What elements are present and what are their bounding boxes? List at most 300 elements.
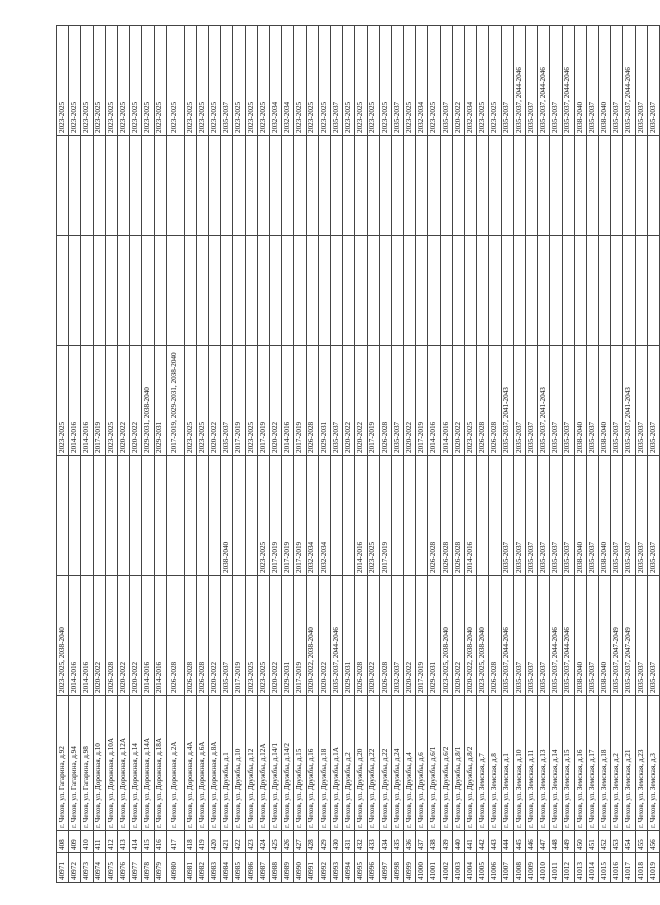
cell-num: 440 — [452, 831, 464, 853]
cell-c: 2026-2028 — [379, 346, 391, 456]
cell-num: 431 — [343, 831, 355, 853]
cell-num: 452 — [599, 831, 611, 853]
cell-addr: г. Чехов, ул. Дорожная, д.8А — [209, 696, 221, 831]
cell-d — [489, 236, 501, 346]
cell-c: 2020-2022 — [355, 346, 367, 456]
cell-d — [574, 236, 586, 346]
cell-b — [477, 456, 489, 576]
cell-b: 2035-2037 — [550, 456, 562, 576]
cell-a: 2038-2040 — [599, 576, 611, 696]
cell-e — [513, 136, 525, 236]
cell-b — [117, 456, 129, 576]
cell-addr: г. Чехов, ул. Дружбы, д.12А — [257, 696, 269, 831]
table-row — [130, 26, 142, 883]
cell-addr: г. Чехов, ул. Земская, д.16 — [574, 696, 586, 831]
cell-a: 2035-2037 — [538, 576, 550, 696]
cell-id: 40972 — [69, 853, 81, 883]
cell-f: 2023-2025 — [130, 26, 142, 136]
cell-e — [355, 136, 367, 236]
cell-b: 2017-2019 — [294, 456, 306, 576]
cell-a: 2023-2025, 2038-2040 — [440, 576, 452, 696]
cell-f: 2023-2025 — [233, 26, 245, 136]
cell-c: 2014-2016 — [69, 346, 81, 456]
cell-d — [142, 236, 154, 346]
table-row — [57, 26, 69, 883]
cell-a: 2029-2031 — [343, 576, 355, 696]
cell-f: 2035-2037, 2044-2046 — [513, 26, 525, 136]
cell-f: 2023-2025 — [209, 26, 221, 136]
cell-e — [270, 136, 282, 236]
cell-addr: г. Чехов, ул. Дорожная, д.12А — [117, 696, 129, 831]
cell-b — [416, 456, 428, 576]
cell-d — [538, 236, 550, 346]
cell-d — [209, 236, 221, 346]
cell-f: 2023-2025 — [477, 26, 489, 136]
cell-c: 2023-2025 — [57, 346, 69, 456]
cell-num: 416 — [154, 831, 166, 853]
cell-c: 2038-2040 — [599, 346, 611, 456]
cell-a: 2020-2022 — [93, 576, 105, 696]
cell-e — [57, 136, 69, 236]
cell-b: 2035-2037 — [586, 456, 598, 576]
cell-a: 2017-2019 — [294, 576, 306, 696]
table-row — [166, 26, 184, 883]
cell-f: 2023-2025 — [117, 26, 129, 136]
cell-c: 2026-2028 — [306, 346, 318, 456]
cell-f: 2035-2037 — [440, 26, 452, 136]
table-row — [586, 26, 598, 883]
cell-id: 41011 — [550, 853, 562, 883]
table-row — [379, 26, 391, 883]
cell-f: 2032-2034 — [465, 26, 477, 136]
cell-id: 40990 — [294, 853, 306, 883]
cell-id: 40991 — [306, 853, 318, 883]
cell-addr: г. Чехов, ул. Земская, д.15 — [562, 696, 574, 831]
table-row — [184, 26, 196, 883]
cell-c: 2017-2019 — [93, 346, 105, 456]
cell-a: 2023-2025, 2038-2040 — [57, 576, 69, 696]
cell-id: 41013 — [574, 853, 586, 883]
cell-e — [391, 136, 403, 236]
cell-num: 432 — [355, 831, 367, 853]
cell-c: 2023-2025 — [105, 346, 117, 456]
cell-e — [538, 136, 550, 236]
cell-num: 414 — [130, 831, 142, 853]
cell-d — [404, 236, 416, 346]
cell-id: 41018 — [635, 853, 647, 883]
table-row — [477, 26, 489, 883]
cell-b: 2014-2016 — [465, 456, 477, 576]
cell-b — [391, 456, 403, 576]
cell-d — [330, 236, 342, 346]
cell-f: 2023-2025 — [318, 26, 330, 136]
cell-num: 410 — [81, 831, 93, 853]
cell-c: 2023-2025 — [245, 346, 257, 456]
cell-f: 2023-2025 — [367, 26, 379, 136]
cell-b — [57, 456, 69, 576]
cell-b: 2017-2019 — [379, 456, 391, 576]
cell-c: 2035-2037, 2041-2043 — [623, 346, 635, 456]
table-row — [154, 26, 166, 883]
cell-b: 2035-2037 — [513, 456, 525, 576]
cell-d — [166, 236, 184, 346]
table-row — [270, 26, 282, 883]
cell-c: 2017-2019, 2029-2031, 2038-2040 — [166, 346, 184, 456]
cell-addr: г. Чехов, ул. Гагарина, д.98 — [81, 696, 93, 831]
cell-c: 2026-2028 — [489, 346, 501, 456]
cell-num: 437 — [416, 831, 428, 853]
cell-d — [355, 236, 367, 346]
cell-id: 40984 — [221, 853, 233, 883]
cell-d — [562, 236, 574, 346]
cell-b — [105, 456, 117, 576]
table-row — [81, 26, 93, 883]
cell-b: 2035-2037 — [562, 456, 574, 576]
cell-a: 2035-2037, 2044-2046 — [501, 576, 513, 696]
cell-b: 2014-2016 — [355, 456, 367, 576]
cell-id: 41001 — [428, 853, 440, 883]
cell-addr: г. Чехов, ул. Дружбы, д.10 — [233, 696, 245, 831]
cell-c: 2035-2037, 2041-2043 — [501, 346, 513, 456]
table-row — [294, 26, 306, 883]
cell-e — [294, 136, 306, 236]
table-row — [330, 26, 342, 883]
cell-c: 2023-2025 — [465, 346, 477, 456]
cell-d — [196, 236, 208, 346]
cell-c: 2017-2019 — [416, 346, 428, 456]
cell-num: 425 — [270, 831, 282, 853]
cell-id: 40980 — [166, 853, 184, 883]
table-row — [513, 26, 525, 883]
cell-a: 2035-2037 — [635, 576, 647, 696]
table-row — [465, 26, 477, 883]
table-row — [611, 26, 623, 883]
cell-b — [154, 456, 166, 576]
table-row — [562, 26, 574, 883]
cell-c: 2017-2019 — [257, 346, 269, 456]
cell-num: 451 — [586, 831, 598, 853]
cell-e — [525, 136, 537, 236]
table-row — [117, 26, 129, 883]
table-row — [196, 26, 208, 883]
cell-num: 429 — [318, 831, 330, 853]
cell-d — [525, 236, 537, 346]
cell-c: 2035-2037 — [586, 346, 598, 456]
table-body — [57, 26, 660, 883]
cell-num: 448 — [550, 831, 562, 853]
cell-c: 2014-2016 — [81, 346, 93, 456]
cell-d — [647, 236, 659, 346]
cell-c: 2035-2037 — [611, 346, 623, 456]
cell-c: 2035-2037 — [647, 346, 659, 456]
cell-c: 2020-2022 — [404, 346, 416, 456]
cell-num: 426 — [282, 831, 294, 853]
cell-id: 40996 — [367, 853, 379, 883]
cell-addr: г. Чехов, ул. Земская, д.14 — [550, 696, 562, 831]
cell-d — [416, 236, 428, 346]
cell-addr: г. Чехов, ул. Дружбы, д.12 — [245, 696, 257, 831]
cell-addr: г. Чехов, ул. Дорожная, д.14 — [130, 696, 142, 831]
cell-f: 2035-2037 — [501, 26, 513, 136]
table-row — [93, 26, 105, 883]
cell-addr: г. Чехов, ул. Дорожная, д.6А — [196, 696, 208, 831]
cell-e — [330, 136, 342, 236]
cell-addr: г. Чехов, ул. Земская, д.8 — [489, 696, 501, 831]
cell-d — [379, 236, 391, 346]
cell-a: 2023-2025 — [245, 576, 257, 696]
cell-num: 439 — [440, 831, 452, 853]
cell-id: 41019 — [647, 853, 659, 883]
cell-e — [465, 136, 477, 236]
cell-id: 41015 — [599, 853, 611, 883]
cell-c: 2035-2037 — [391, 346, 403, 456]
cell-id: 40981 — [184, 853, 196, 883]
cell-addr: г. Чехов, ул. Дружбы, д.4 — [404, 696, 416, 831]
cell-c: 2035-2037 — [221, 346, 233, 456]
cell-b — [343, 456, 355, 576]
cell-id: 41006 — [489, 853, 501, 883]
cell-d — [318, 236, 330, 346]
cell-d — [184, 236, 196, 346]
cell-d — [233, 236, 245, 346]
cell-num: 408 — [57, 831, 69, 853]
table-row — [416, 26, 428, 883]
cell-addr: г. Чехов, ул. Земская, д.13 — [538, 696, 550, 831]
cell-addr: г. Чехов, ул. Дружбы, д.8/1 — [452, 696, 464, 831]
cell-id: 40987 — [257, 853, 269, 883]
cell-id: 40997 — [379, 853, 391, 883]
cell-num: 446 — [525, 831, 537, 853]
cell-f: 2023-2025 — [245, 26, 257, 136]
cell-b — [233, 456, 245, 576]
cell-a: 2035-2037, 2044-2046 — [330, 576, 342, 696]
cell-a: 2020-2022 — [452, 576, 464, 696]
table-row — [367, 26, 379, 883]
capital-repair-schedule-table — [56, 25, 660, 883]
cell-a: 2026-2028 — [355, 576, 367, 696]
cell-num: 456 — [647, 831, 659, 853]
cell-id: 41014 — [586, 853, 598, 883]
cell-num: 430 — [330, 831, 342, 853]
cell-id: 40988 — [270, 853, 282, 883]
cell-c: 2035-2037 — [635, 346, 647, 456]
cell-d — [245, 236, 257, 346]
cell-d — [221, 236, 233, 346]
cell-c: 2017-2019 — [233, 346, 245, 456]
cell-num: 418 — [184, 831, 196, 853]
cell-e — [343, 136, 355, 236]
cell-a: 2035-2037 — [513, 576, 525, 696]
cell-num: 444 — [501, 831, 513, 853]
cell-a: 2035-2037, 2044-2046 — [550, 576, 562, 696]
cell-num: 411 — [93, 831, 105, 853]
cell-e — [233, 136, 245, 236]
cell-f: 2032-2034 — [416, 26, 428, 136]
cell-b: 2023-2025 — [257, 456, 269, 576]
cell-e — [635, 136, 647, 236]
cell-c: 2020-2022 — [117, 346, 129, 456]
table-row — [233, 26, 245, 883]
table-row — [318, 26, 330, 883]
table-row — [221, 26, 233, 883]
cell-addr: г. Чехов, ул. Дружбы, д.8/2 — [465, 696, 477, 831]
cell-f: 2035-2037 — [611, 26, 623, 136]
cell-addr: г. Чехов, ул. Дорожная, д.2А — [166, 696, 184, 831]
cell-e — [367, 136, 379, 236]
cell-b: 2038-2040 — [221, 456, 233, 576]
table-row — [489, 26, 501, 883]
cell-id: 40986 — [245, 853, 257, 883]
cell-f: 2023-2025 — [69, 26, 81, 136]
cell-addr: г. Чехов, ул. Дружбы, д.22 — [367, 696, 379, 831]
cell-c: 2020-2022 — [130, 346, 142, 456]
cell-f: 2020-2022 — [452, 26, 464, 136]
cell-d — [391, 236, 403, 346]
cell-b — [93, 456, 105, 576]
cell-e — [379, 136, 391, 236]
cell-a: 2020-2022 — [318, 576, 330, 696]
cell-num: 433 — [367, 831, 379, 853]
cell-id: 40979 — [154, 853, 166, 883]
cell-f: 2023-2025 — [57, 26, 69, 136]
cell-d — [105, 236, 117, 346]
table-row — [635, 26, 647, 883]
cell-f: 2023-2025 — [306, 26, 318, 136]
cell-d — [130, 236, 142, 346]
cell-b — [196, 456, 208, 576]
cell-a: 2020-2022 — [404, 576, 416, 696]
cell-addr: г. Чехов, ул. Гагарина, д.92 — [57, 696, 69, 831]
cell-addr: г. Чехов, ул. Дружбы, д.2 — [343, 696, 355, 831]
cell-d — [452, 236, 464, 346]
cell-addr: г. Чехов, ул. Дружбы, д.15 — [294, 696, 306, 831]
cell-e — [318, 136, 330, 236]
cell-addr: г. Чехов, ул. Дружбы, д.1 — [221, 696, 233, 831]
cell-a: 2026-2028 — [184, 576, 196, 696]
cell-addr: г. Чехов, ул. Дорожная, д.14А — [142, 696, 154, 831]
table-row — [623, 26, 635, 883]
table-row — [428, 26, 440, 883]
cell-addr: г. Чехов, ул. Дружбы, д.14/1 — [270, 696, 282, 831]
cell-b: 2017-2019 — [282, 456, 294, 576]
cell-a: 2020-2022 — [270, 576, 282, 696]
cell-b — [166, 456, 184, 576]
cell-addr: г. Чехов, ул. Земская, д.7 — [477, 696, 489, 831]
table-row — [105, 26, 117, 883]
cell-id: 41009 — [525, 853, 537, 883]
cell-d — [306, 236, 318, 346]
cell-d — [550, 236, 562, 346]
cell-f: 2035-2037, 2044-2046 — [562, 26, 574, 136]
cell-d — [465, 236, 477, 346]
cell-e — [142, 136, 154, 236]
table-row — [501, 26, 513, 883]
cell-num: 420 — [209, 831, 221, 853]
cell-id: 40973 — [81, 853, 93, 883]
cell-c: 2035-2037 — [513, 346, 525, 456]
cell-b: 2026-2028 — [452, 456, 464, 576]
cell-c: 2017-2019 — [294, 346, 306, 456]
cell-a: 2026-2028 — [379, 576, 391, 696]
table-row — [404, 26, 416, 883]
cell-a: 2020-2022 — [130, 576, 142, 696]
cell-id: 41004 — [465, 853, 477, 883]
cell-addr: г. Чехов, ул. Дружбы, д.6/1 — [428, 696, 440, 831]
cell-num: 421 — [221, 831, 233, 853]
cell-e — [550, 136, 562, 236]
cell-id: 40989 — [282, 853, 294, 883]
cell-d — [57, 236, 69, 346]
cell-addr: г. Чехов, ул. Дружбы, д.18 — [318, 696, 330, 831]
cell-f: 2038-2040 — [574, 26, 586, 136]
table-row — [538, 26, 550, 883]
cell-e — [93, 136, 105, 236]
cell-b — [184, 456, 196, 576]
cell-c: 2014-2016 — [440, 346, 452, 456]
cell-addr: г. Чехов, ул. Земская, д.23 — [635, 696, 647, 831]
cell-id: 40998 — [391, 853, 403, 883]
cell-e — [154, 136, 166, 236]
cell-addr: г. Чехов, ул. Земская, д.17 — [586, 696, 598, 831]
cell-a: 2035-2037, 2047-2049 — [611, 576, 623, 696]
cell-b: 2017-2019 — [270, 456, 282, 576]
cell-addr: г. Чехов, ул. Дорожная, д.10А — [105, 696, 117, 831]
cell-c: 2035-2037 — [562, 346, 574, 456]
cell-addr: г. Чехов, ул. Гагарина, д.94 — [69, 696, 81, 831]
cell-f: 2023-2025 — [81, 26, 93, 136]
cell-num: 434 — [379, 831, 391, 853]
cell-addr: г. Чехов, ул. Дружбы, д.16 — [306, 696, 318, 831]
cell-num: 428 — [306, 831, 318, 853]
cell-f: 2035-2037 — [391, 26, 403, 136]
table-row — [452, 26, 464, 883]
table-row — [574, 26, 586, 883]
cell-addr: г. Чехов, ул. Дружбы, д.1А — [330, 696, 342, 831]
cell-num: 443 — [489, 831, 501, 853]
cell-c: 2035-2037 — [330, 346, 342, 456]
cell-b — [69, 456, 81, 576]
cell-c: 2029-2031 — [154, 346, 166, 456]
cell-a: 2020-2022, 2038-2040 — [306, 576, 318, 696]
table-row — [142, 26, 154, 883]
cell-a: 2032-2037 — [391, 576, 403, 696]
cell-num: 409 — [69, 831, 81, 853]
cell-b: 2032-2034 — [306, 456, 318, 576]
cell-f: 2023-2025 — [428, 26, 440, 136]
cell-e — [428, 136, 440, 236]
cell-num: 453 — [611, 831, 623, 853]
cell-e — [306, 136, 318, 236]
cell-f: 2035-2037, 2044-2046 — [623, 26, 635, 136]
cell-num: 419 — [196, 831, 208, 853]
cell-f: 2023-2025 — [489, 26, 501, 136]
cell-num: 441 — [465, 831, 477, 853]
cell-e — [404, 136, 416, 236]
cell-f: 2035-2037 — [525, 26, 537, 136]
cell-b: 2032-2034 — [318, 456, 330, 576]
cell-e — [440, 136, 452, 236]
cell-e — [501, 136, 513, 236]
table-row — [550, 26, 562, 883]
cell-f: 2023-2025 — [257, 26, 269, 136]
table-row — [69, 26, 81, 883]
cell-addr: г. Чехов, ул. Дружбы, д.14/2 — [282, 696, 294, 831]
cell-c: 2014-2016 — [282, 346, 294, 456]
cell-num: 445 — [513, 831, 525, 853]
cell-d — [428, 236, 440, 346]
cell-b: 2035-2037 — [647, 456, 659, 576]
cell-d — [117, 236, 129, 346]
